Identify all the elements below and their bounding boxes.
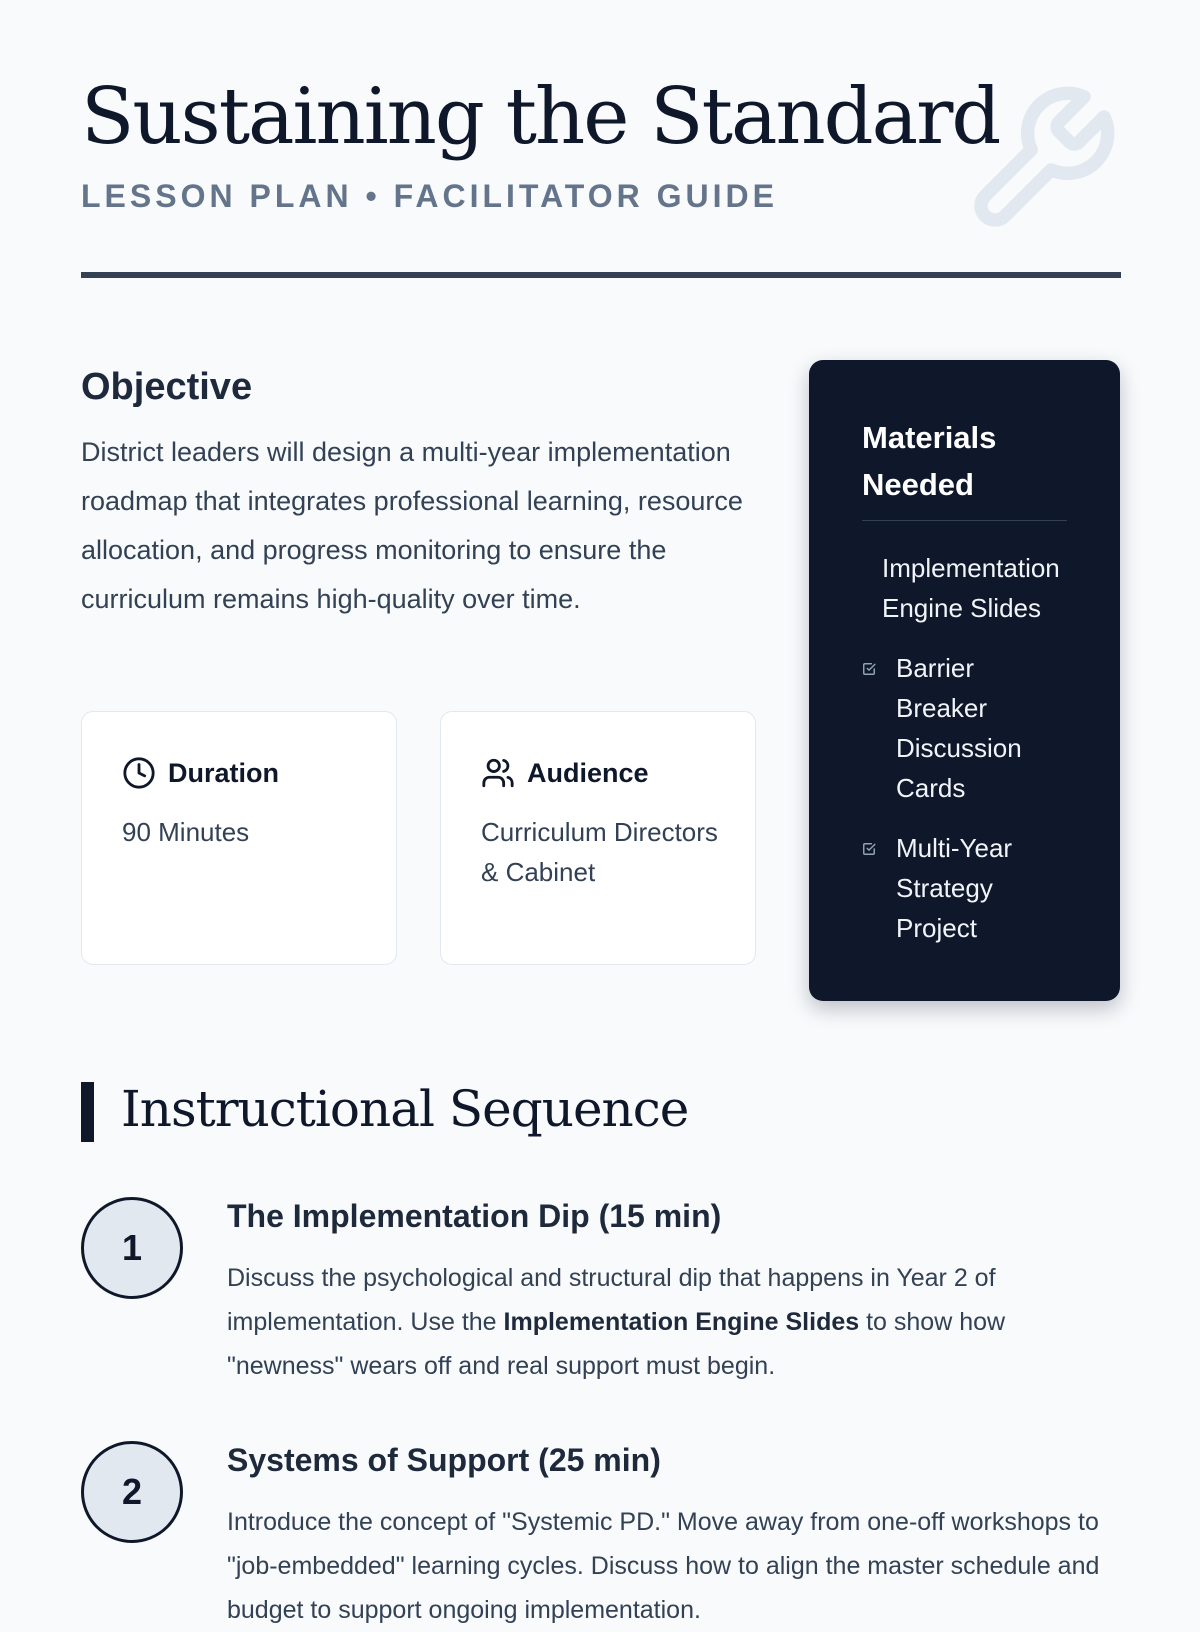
materials-item-label: Implementation Engine Slides (882, 553, 1060, 623)
materials-item-label: Multi-Year Strategy Project (896, 833, 1013, 943)
page-title: Sustaining the Standard (81, 72, 1000, 162)
checkbox-icon (862, 842, 876, 856)
objective-text: District leaders will design a multi-year implementation roadmap that integrates professional learning, resource allocation, and progress monitoring to ensure the curriculum remains high-quality over time. (81, 437, 743, 614)
step-title: The Implementation Dip (15 min) (227, 1198, 722, 1234)
clock-icon (122, 756, 156, 790)
duration-card (81, 711, 397, 965)
audience-value: Curriculum Directors & Cabinet (481, 817, 718, 887)
materials-item (882, 548, 1097, 628)
duration-label: Duration (168, 757, 279, 788)
step-number-badge: 1 (81, 1197, 183, 1299)
materials-item (862, 648, 1097, 808)
materials-divider (862, 520, 1067, 521)
sequence-heading: Instructional Sequence (121, 1080, 689, 1138)
audience-card (440, 711, 756, 965)
step-number-badge: 2 (81, 1441, 183, 1543)
users-icon (481, 756, 515, 790)
step-description: Introduce the concept of "Systemic PD." Move away from one-off workshops to "job-embedded" learning cycles. Discuss how to align the master schedule and budget to support ongoing implementation. (227, 1508, 1100, 1624)
audience-label: Audience (527, 757, 649, 788)
step-title: Systems of Support (25 min) (227, 1442, 661, 1478)
header-divider (81, 272, 1121, 278)
duration-value: 90 Minutes (122, 817, 250, 847)
lesson-plan-page (81, 0, 1121, 1624)
materials-item (862, 828, 1097, 948)
materials-title: Materials Needed (862, 420, 997, 502)
materials-panel (809, 360, 1120, 1001)
objective-heading: Objective (81, 366, 253, 408)
step-emphasis: Implementation Engine Slides (503, 1308, 860, 1336)
page-subtitle: LESSON PLAN • FACILITATOR GUIDE (81, 178, 778, 214)
wrench-icon (961, 80, 1121, 240)
checkbox-icon (862, 662, 876, 676)
step-description: Discuss the psychological and structural dip that happens in Year 2 of implementation. Use the Implementation Engine Slides to show how "newness" wears off and real support must begin. (227, 1264, 1006, 1380)
page-header (81, 0, 1121, 282)
section-accent-bar (81, 1082, 94, 1142)
materials-item-label: Barrier Breaker Discussion Cards (896, 653, 1022, 803)
